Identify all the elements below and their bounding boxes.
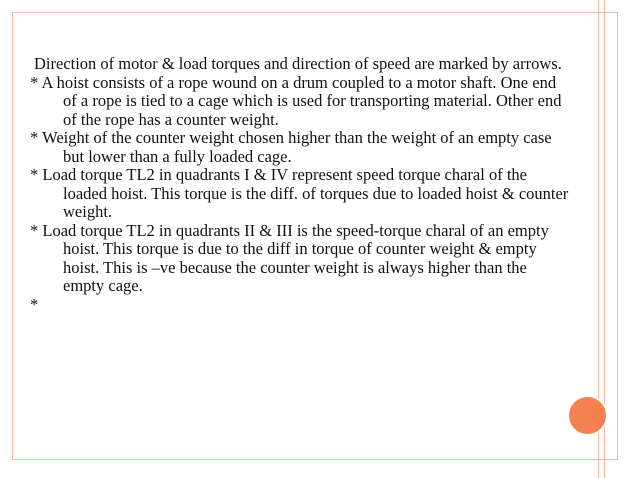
accent-circle bbox=[569, 397, 606, 434]
paragraph-empty-bullet: * bbox=[30, 294, 39, 314]
paragraph-torque-direction: Direction of motor & load torques and direction of speed are marked by arrows. bbox=[34, 54, 562, 73]
slide-body-text bbox=[30, 55, 570, 314]
paragraph-hoist-description: * A hoist consists of a rope wound on a drum coupled to a motor shaft. One end of a rope is tied to a cage which is used for transporting material. Other end of the rope has a counter weight. bbox=[30, 72, 562, 129]
paragraph-empty-hoist-torque: * Load torque TL2 in quadrants II & III is the speed-torque charal of an empty hoist. This torque is due to the diff in torque of counter weight & empty hoist. This is –ve because the counter weight is always higher than the empty cage. bbox=[30, 220, 549, 295]
paragraph-loaded-hoist-torque: * Load torque TL2 in quadrants I & IV represent speed torque charal of the loaded hoist. This torque is the diff. of torques due to loaded hoist & counter weight. bbox=[30, 165, 569, 221]
paragraph-counter-weight: * Weight of the counter weight chosen higher than the weight of an empty case but lower than a fully loaded cage. bbox=[30, 128, 552, 166]
